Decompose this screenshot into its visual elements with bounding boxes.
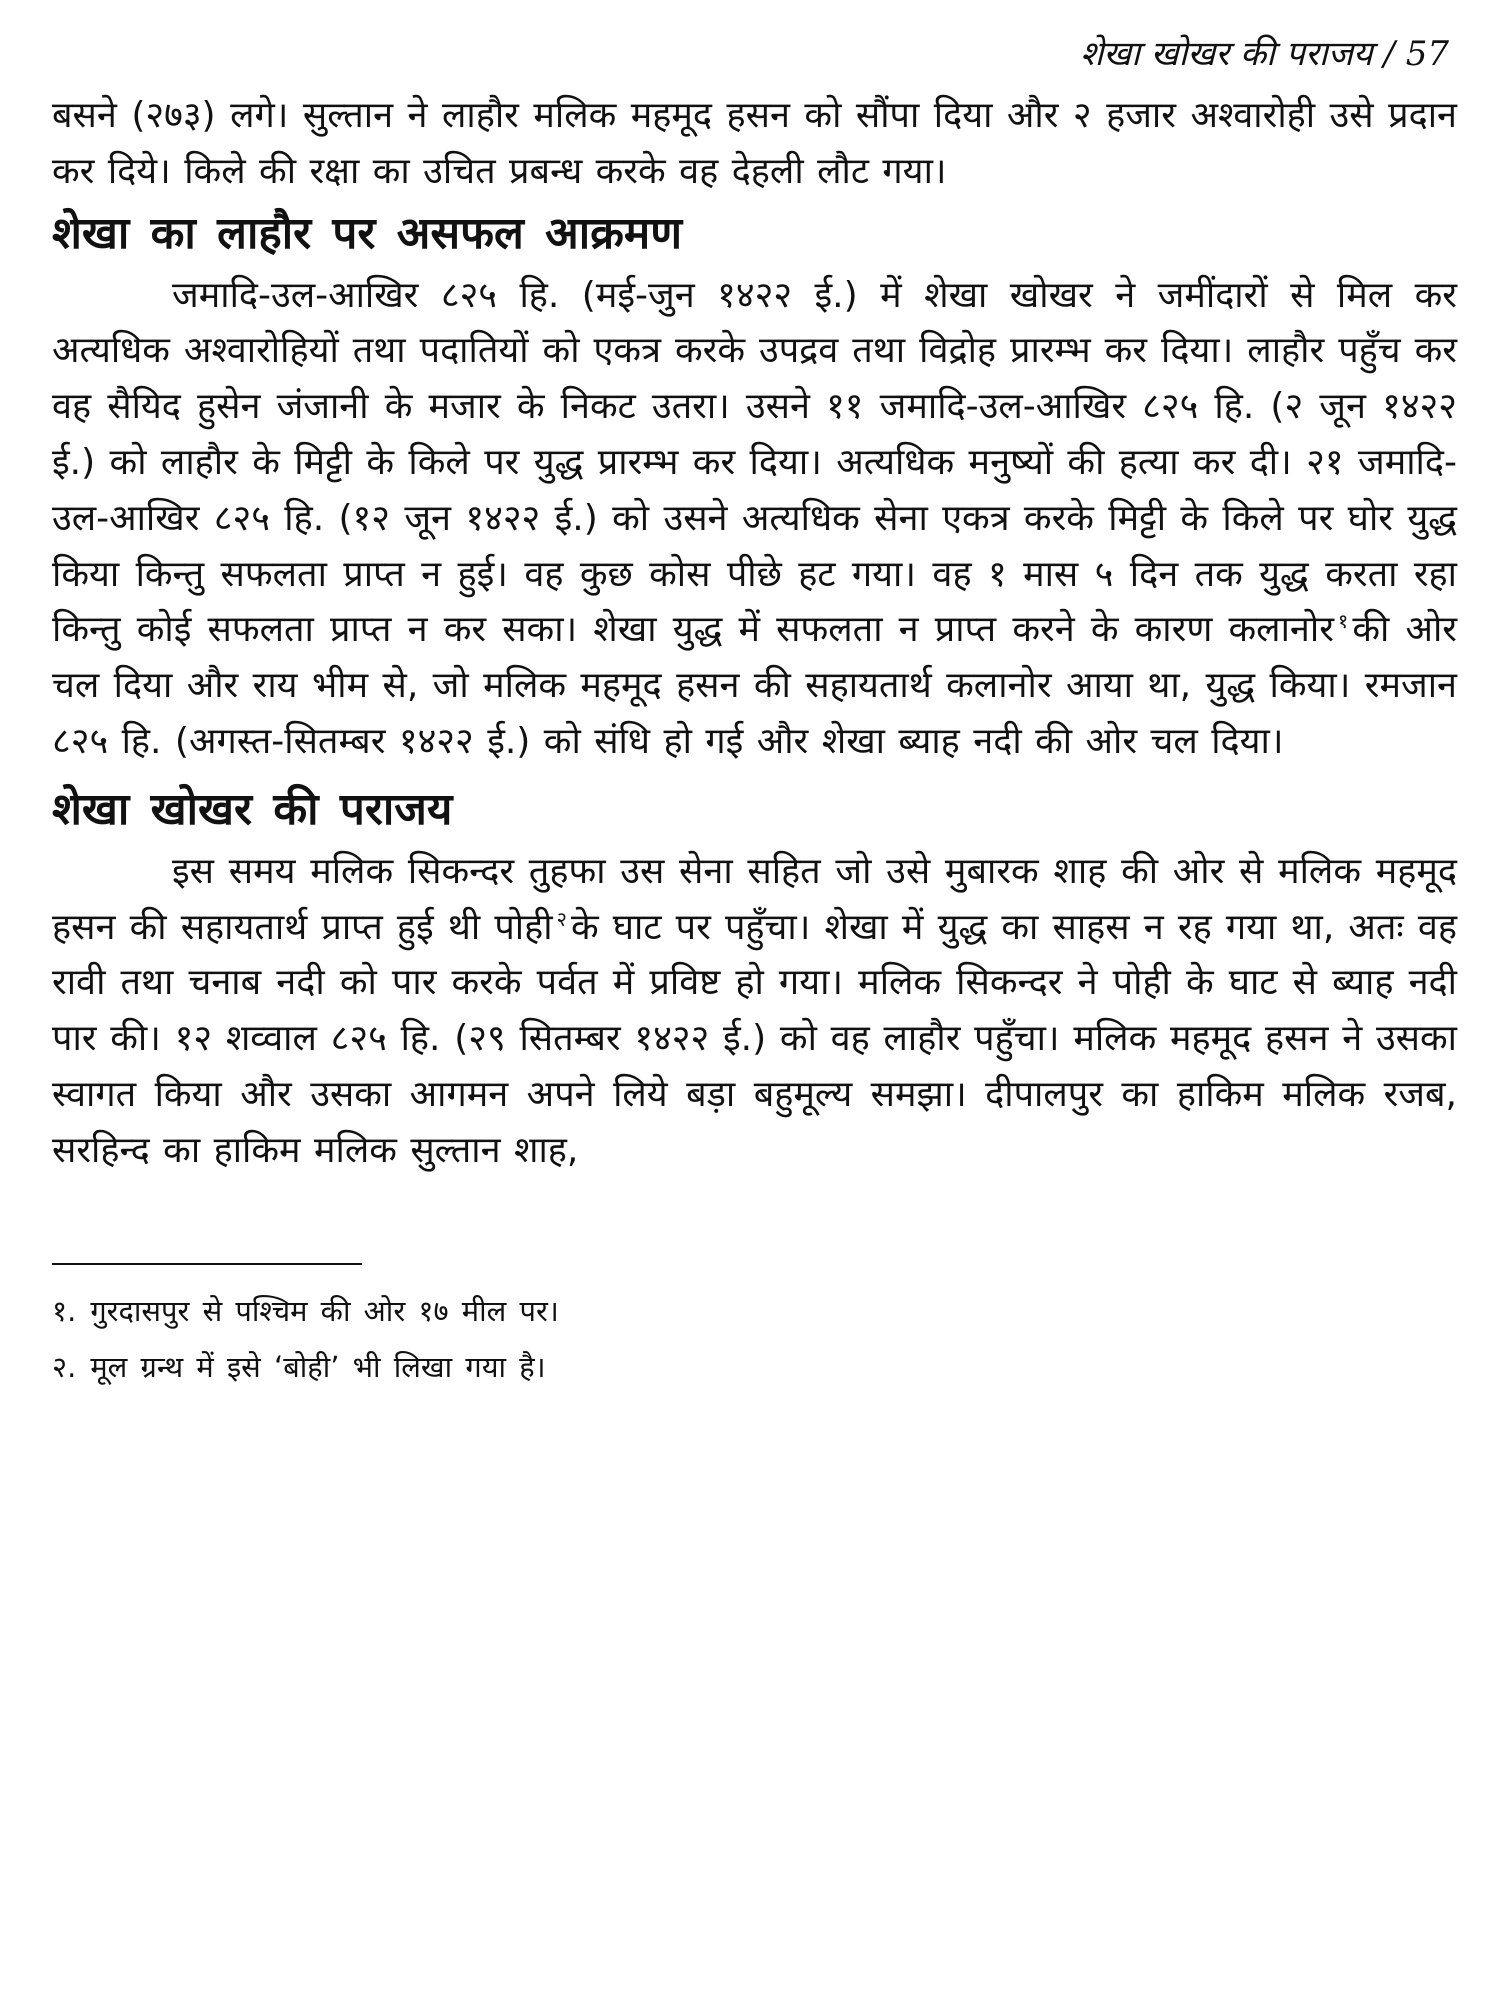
paragraph-2-text-b: की ओर चल दिया और राय भीम से, जो मलिक महमूद हसन की सहायतार्थ कलानोर आया था, युद्ध किया। रमजान ८२५ हि. (अगस्त-सितम्बर १४२२ ई.) को संधि हो गई और शेखा ब्याह नदी की ओर चल दिया। [52, 609, 1457, 762]
footnote-1-number: १. [52, 1293, 77, 1328]
paragraph-3-text-a: इस समय मलिक सिकन्दर तुहफा उस सेना सहित जो उसे मुबारक शाह की ओर से मलिक महमूद हसन की सहायतार्थ प्राप्त हुई थी पोही [52, 850, 1457, 948]
footnote-1-text: गुरदासपुर से पश्चिम की ओर १७ मील पर। [90, 1293, 559, 1328]
footnote-2-text: मूल ग्रन्थ में इसे ‘बोही’ भी लिखा गया है। [90, 1349, 546, 1384]
running-head: शेखा खोखर की पराजय / 57 [1080, 34, 1449, 74]
footnote-2 [52, 1339, 1457, 1395]
paragraph-3-text-b: के घाट पर पहुँचा। शेखा में युद्ध का साहस न रह गया था, अतः वह रावी तथा चनाब नदी को पार करके पर्वत में प्रविष्ट हो गया। मलिक सिकन्दर ने पोही के घाट से ब्याह नदी पार की। १२ शव्वाल ८२५ हि. (२९ सितम्बर १४२२ ई.) को वह लाहौर पहुँचा। मलिक महमूद हसन ने उसका स्वागत किया और उसका आगमन अपने लिये बड़ा बहुमूल्य समझा। दीपालपुर का हाकिम मलिक रजब, सरहिन्द का हाकिम मलिक सुल्तान शाह, [52, 906, 1457, 1171]
paragraph-3 [52, 844, 1457, 1179]
footnote-2-number: २. [52, 1349, 77, 1384]
section-heading-1: शेखा का लाहौर पर असफल आक्रमण [52, 207, 683, 259]
footnote-marker-1: १ [1337, 609, 1349, 634]
section-heading-2: शेखा खोखर की पराजय [52, 783, 453, 835]
footnote-divider [52, 1263, 362, 1265]
footnote-1 [52, 1283, 1457, 1339]
paragraph-2-text-a: जमादि-उल-आखिर ८२५ हि. (मई-जुन १४२२ ई.) में शेखा खोखर ने जमींदारों से मिल कर अत्यधिक अश्वारोहियों तथा पदातियों को एकत्र करके उपद्रव तथा विद्रोह प्रारम्भ कर दिया। लाहौर पहुँच कर वह सैयिद हुसेन जंजानी के मजार के निकट उतरा। उसने ११ जमादि-उल-आखिर ८२५ हि. (२ जून १४२२ ई.) को लाहौर के मिट्टी के किले पर युद्ध प्रारम्भ कर दिया। अत्यधिक मनुष्यों की हत्या कर दी। २१ जमादि-उल-आखिर ८२५ हि. (१२ जून १४२२ ई.) को उसने अत्यधिक सेना एकत्र करके मिट्टी के किले पर घोर युद्ध किया किन्तु सफलता प्राप्त न हुई। वह कुछ कोस पीछे हट गया। वह १ मास ५ दिन तक युद्ध करता रहा किन्तु कोई सफलता प्राप्त न कर सका। शेखा युद्ध में सफलता न प्राप्त करने के कारण कलानोर [52, 274, 1457, 651]
footnote-marker-2: २ [556, 906, 567, 931]
book-page [52, 30, 1457, 1980]
paragraph-2 [52, 268, 1457, 770]
paragraph-1: बसने (२७३) लगे। सुल्तान ने लाहौर मलिक महमूद हसन को सौंपा दिया और २ हजार अश्वारोही उसे प्रदान कर दिये। किले की रक्षा का उचित प्रबन्ध करके वह देहली लौट गया। [52, 95, 1457, 192]
